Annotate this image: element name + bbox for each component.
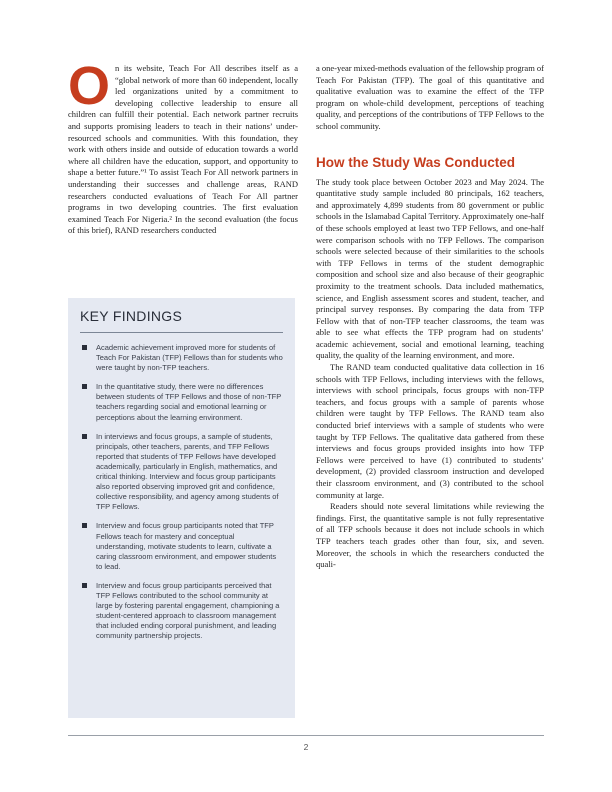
footer-rule	[68, 735, 544, 736]
key-finding-item	[80, 521, 283, 571]
square-bullet-icon	[82, 583, 87, 588]
key-finding-text: Interview and focus group participants perceived that TFP Fellows contributed to the school community at large by fostering parental engagement, championing a student-centered approach to classroom management that included ending corporal punishment, and leading community partnership projects.	[96, 580, 280, 641]
key-findings-title: KEY FINDINGS	[80, 308, 183, 324]
continuation-paragraph: a one-year mixed-methods evaluation of the fellowship program of Teach For Pakistan (TFP). The goal of this quantitative and qualitative evaluation was to examine the effect of the TFP program on whole-child development, perceptions of teaching quality, and perceptions of the contributions of TFP Fellows to the school community.	[316, 63, 545, 131]
left-column	[68, 56, 298, 237]
key-finding-text: In the quantitative study, there were no differences between students of TFP Fellows and those of non-TFP teachers regarding social and emotional learning or perceptions about the learning environment.	[96, 382, 282, 422]
drop-cap: O	[68, 56, 111, 116]
body-paragraph: The study took place between October 2023 and May 2024. The quantitative study sample included 80 principals, 162 teachers, and approximately 4,899 students from 80 government or public schools in the Islamabad Capital Territory. Approximately one-half of these schools employed at least two TFP Fellows, and one-half were comparison schools with no TFP Fellows. The comparison schools were selected because of their similarities to the schools with TFP Fellows in terms of the student demographic composition and school size and also because of their geographic proximity to the treatment schools. Data included mathematics, science, and English assessment scores and student, teacher, and principal survey responses. By comparing the data from TFP Fellow with that of non-TFP teacher classrooms, the team was able to see what effects the TFP program had on students’ academic achievement, social and emotional learning, teaching quality, the quality of the learning environment, and more.	[316, 176, 544, 361]
key-finding-text: Interview and focus group participants noted that TFP Fellows teach for mastery and conceptual understanding, motivate students to learn, cultivate a caring classroom environment, and empower students to lead.	[96, 521, 277, 571]
intro-paragraph	[68, 56, 298, 237]
square-bullet-icon	[82, 434, 87, 439]
square-bullet-icon	[82, 523, 87, 528]
key-finding-item	[80, 432, 283, 513]
page-number: 2	[303, 742, 309, 752]
body-paragraph: Readers should note several limitations while reviewing the findings. First, the quantitative sample is not fully representative of all TFP schools because it does not include schools in which TFP teachers teach grades other than four, six, and seven. Moreover, the schools in which the researchers conducted the quali-	[316, 501, 544, 570]
key-findings-box	[68, 298, 295, 718]
intro-text: n its website, Teach For All describes itself as a “global network of more than 60 independent, locally led organizations united by a commitment to developing collective leadership to ensure all children can fulfill their potential. Each network partner recruits and supports promising leaders to teach in their nations’ under-resourced schools and communities. With this foundation, they work with others inside and outside of education towards a world where all children have the education, support, and opportunity to shape a better future.”¹ To assist Teach For All network partners in understanding their successes and challenge areas, RAND researchers conducted evaluations of Teach For All partner programs in two developing countries. The first evaluation examined Teach For Nigeria.² In the second evaluation (the focus of this brief), RAND researchers conducted	[68, 63, 298, 236]
key-findings-rule	[80, 332, 283, 333]
key-finding-text: Academic achievement improved more for students of Teach For Pakistan (TFP) Fellows than for students who were taught by non-TFP teachers.	[96, 343, 283, 373]
right-column	[316, 63, 544, 571]
section-heading: How the Study Was Conducted	[316, 154, 515, 170]
key-finding-text: In interviews and focus groups, a sample of students, principals, other teachers, parents, and TFP Fellows reported that students of TFP Fellows have developed academically, particularly in English, mathematics, and critical thinking. Interview and focus group participants also reported observing improved grit and confidence, collective responsibility, and agency among students of TFP Fellows.	[96, 431, 279, 512]
key-findings-list	[80, 343, 283, 641]
key-finding-item	[80, 382, 283, 422]
square-bullet-icon	[82, 345, 87, 350]
key-finding-item	[80, 581, 283, 642]
square-bullet-icon	[82, 384, 87, 389]
body-paragraph: The RAND team conducted qualitative data collection in 16 schools with TFP Fellows, including interviews with the fellows, interviews with school principals, focus groups with non-TFP teachers, and focus groups with a sample of parents whose children were taught by TFP Fellows. The RAND team also conducted brief interviews with a sample of students who were taught by TFP Fellows. The qualitative data gathered from these interviews and focus groups provided insights into how TFP Fellows were perceived to have (1) contributed to students’ development, (2) provided classroom instruction and developed their classroom environment, and (3) contributed to the school community at large.	[316, 362, 544, 500]
key-finding-item	[80, 343, 283, 373]
